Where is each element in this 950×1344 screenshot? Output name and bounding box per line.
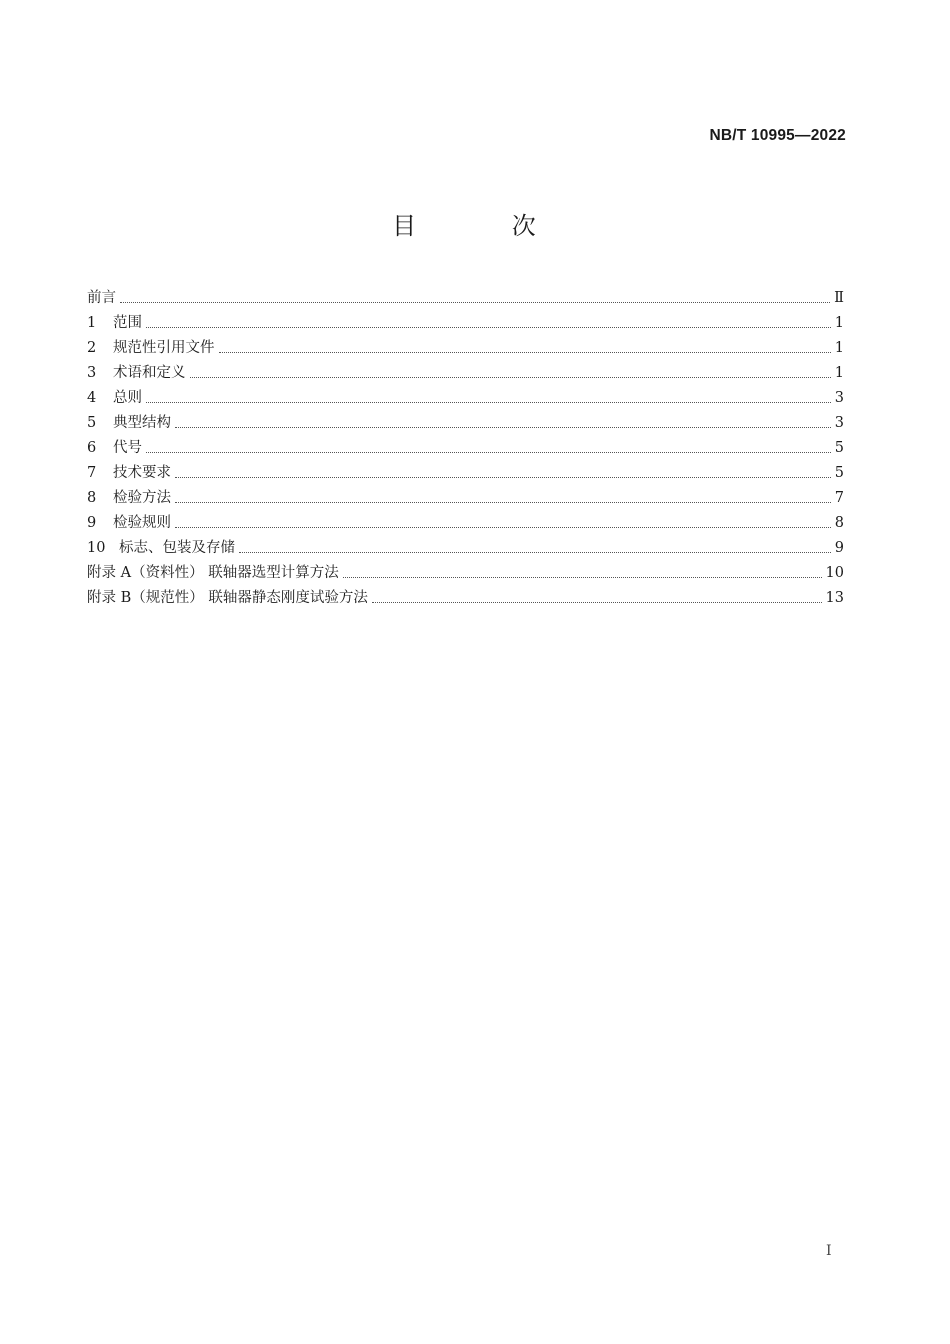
toc-entry-7[interactable] <box>87 461 844 486</box>
dot-leader <box>190 376 831 378</box>
toc-entry-appendix-a[interactable] <box>87 561 844 586</box>
toc-entry-1[interactable] <box>87 311 844 336</box>
dot-leader <box>146 451 831 453</box>
toc-entry-page: Ⅱ <box>834 290 844 306</box>
toc-entry-label: 附录 B（规范性） 联轴器静态刚度试验方法 <box>87 590 368 606</box>
dot-leader <box>175 526 831 528</box>
page-number: I <box>826 1243 832 1259</box>
toc-entry-label: 检验方法 <box>113 490 171 506</box>
toc-entry-page: 10 <box>825 565 844 581</box>
toc-entry-number: 1 <box>87 315 97 331</box>
toc-entry-page: 5 <box>834 440 844 456</box>
toc-entry-number: 7 <box>87 465 97 481</box>
page-title: 目 次 <box>392 212 580 240</box>
toc-entry-preface[interactable] <box>87 286 844 311</box>
table-of-contents <box>87 286 844 611</box>
toc-entry-page: 1 <box>834 365 844 381</box>
toc-entry-10[interactable] <box>87 536 844 561</box>
toc-entry-number: 3 <box>87 365 97 381</box>
toc-entry-number: 8 <box>87 490 97 506</box>
toc-entry-number: 9 <box>87 515 97 531</box>
toc-entry-label: 附录 A（资料性） 联轴器选型计算方法 <box>87 565 339 581</box>
toc-entry-label: 检验规则 <box>113 515 171 531</box>
dot-leader <box>146 401 831 403</box>
toc-entry-label: 典型结构 <box>113 415 171 431</box>
toc-entry-page: 1 <box>834 340 844 356</box>
dot-leader <box>120 301 830 303</box>
toc-entry-label: 技术要求 <box>113 465 171 481</box>
dot-leader <box>372 601 822 603</box>
toc-entry-label: 术语和定义 <box>113 365 186 381</box>
toc-entry-label: 范围 <box>113 315 142 331</box>
toc-entry-page: 5 <box>834 465 844 481</box>
toc-entry-page: 13 <box>825 590 844 606</box>
toc-entry-number: 2 <box>87 340 97 356</box>
toc-entry-page: 8 <box>834 515 844 531</box>
toc-entry-appendix-b[interactable] <box>87 586 844 611</box>
dot-leader <box>219 351 831 353</box>
toc-entry-8[interactable] <box>87 486 844 511</box>
toc-entry-number: 10 <box>87 540 106 556</box>
toc-entry-2[interactable] <box>87 336 844 361</box>
dot-leader <box>175 426 831 428</box>
toc-entry-page: 9 <box>834 540 844 556</box>
toc-entry-label: 规范性引用文件 <box>113 340 215 356</box>
toc-entry-number: 5 <box>87 415 97 431</box>
toc-entry-number: 4 <box>87 390 97 406</box>
dot-leader <box>175 501 831 503</box>
toc-entry-label: 代号 <box>113 440 142 456</box>
toc-entry-label: 总则 <box>113 390 142 406</box>
toc-entry-9[interactable] <box>87 511 844 536</box>
toc-entry-6[interactable] <box>87 436 844 461</box>
toc-entry-page: 3 <box>834 390 844 406</box>
toc-entry-label: 标志、包装及存储 <box>119 540 235 556</box>
toc-entry-5[interactable] <box>87 411 844 436</box>
standard-code: NB/T 10995—2022 <box>709 127 846 144</box>
toc-entry-3[interactable] <box>87 361 844 386</box>
toc-entry-page: 3 <box>834 415 844 431</box>
toc-entry-number: 6 <box>87 440 97 456</box>
toc-entry-page: 7 <box>834 490 844 506</box>
dot-leader <box>146 326 831 328</box>
dot-leader <box>175 476 831 478</box>
toc-entry-4[interactable] <box>87 386 844 411</box>
dot-leader <box>343 576 822 578</box>
dot-leader <box>239 551 831 553</box>
toc-entry-page: 1 <box>834 315 844 331</box>
toc-entry-label: 前言 <box>87 290 116 306</box>
